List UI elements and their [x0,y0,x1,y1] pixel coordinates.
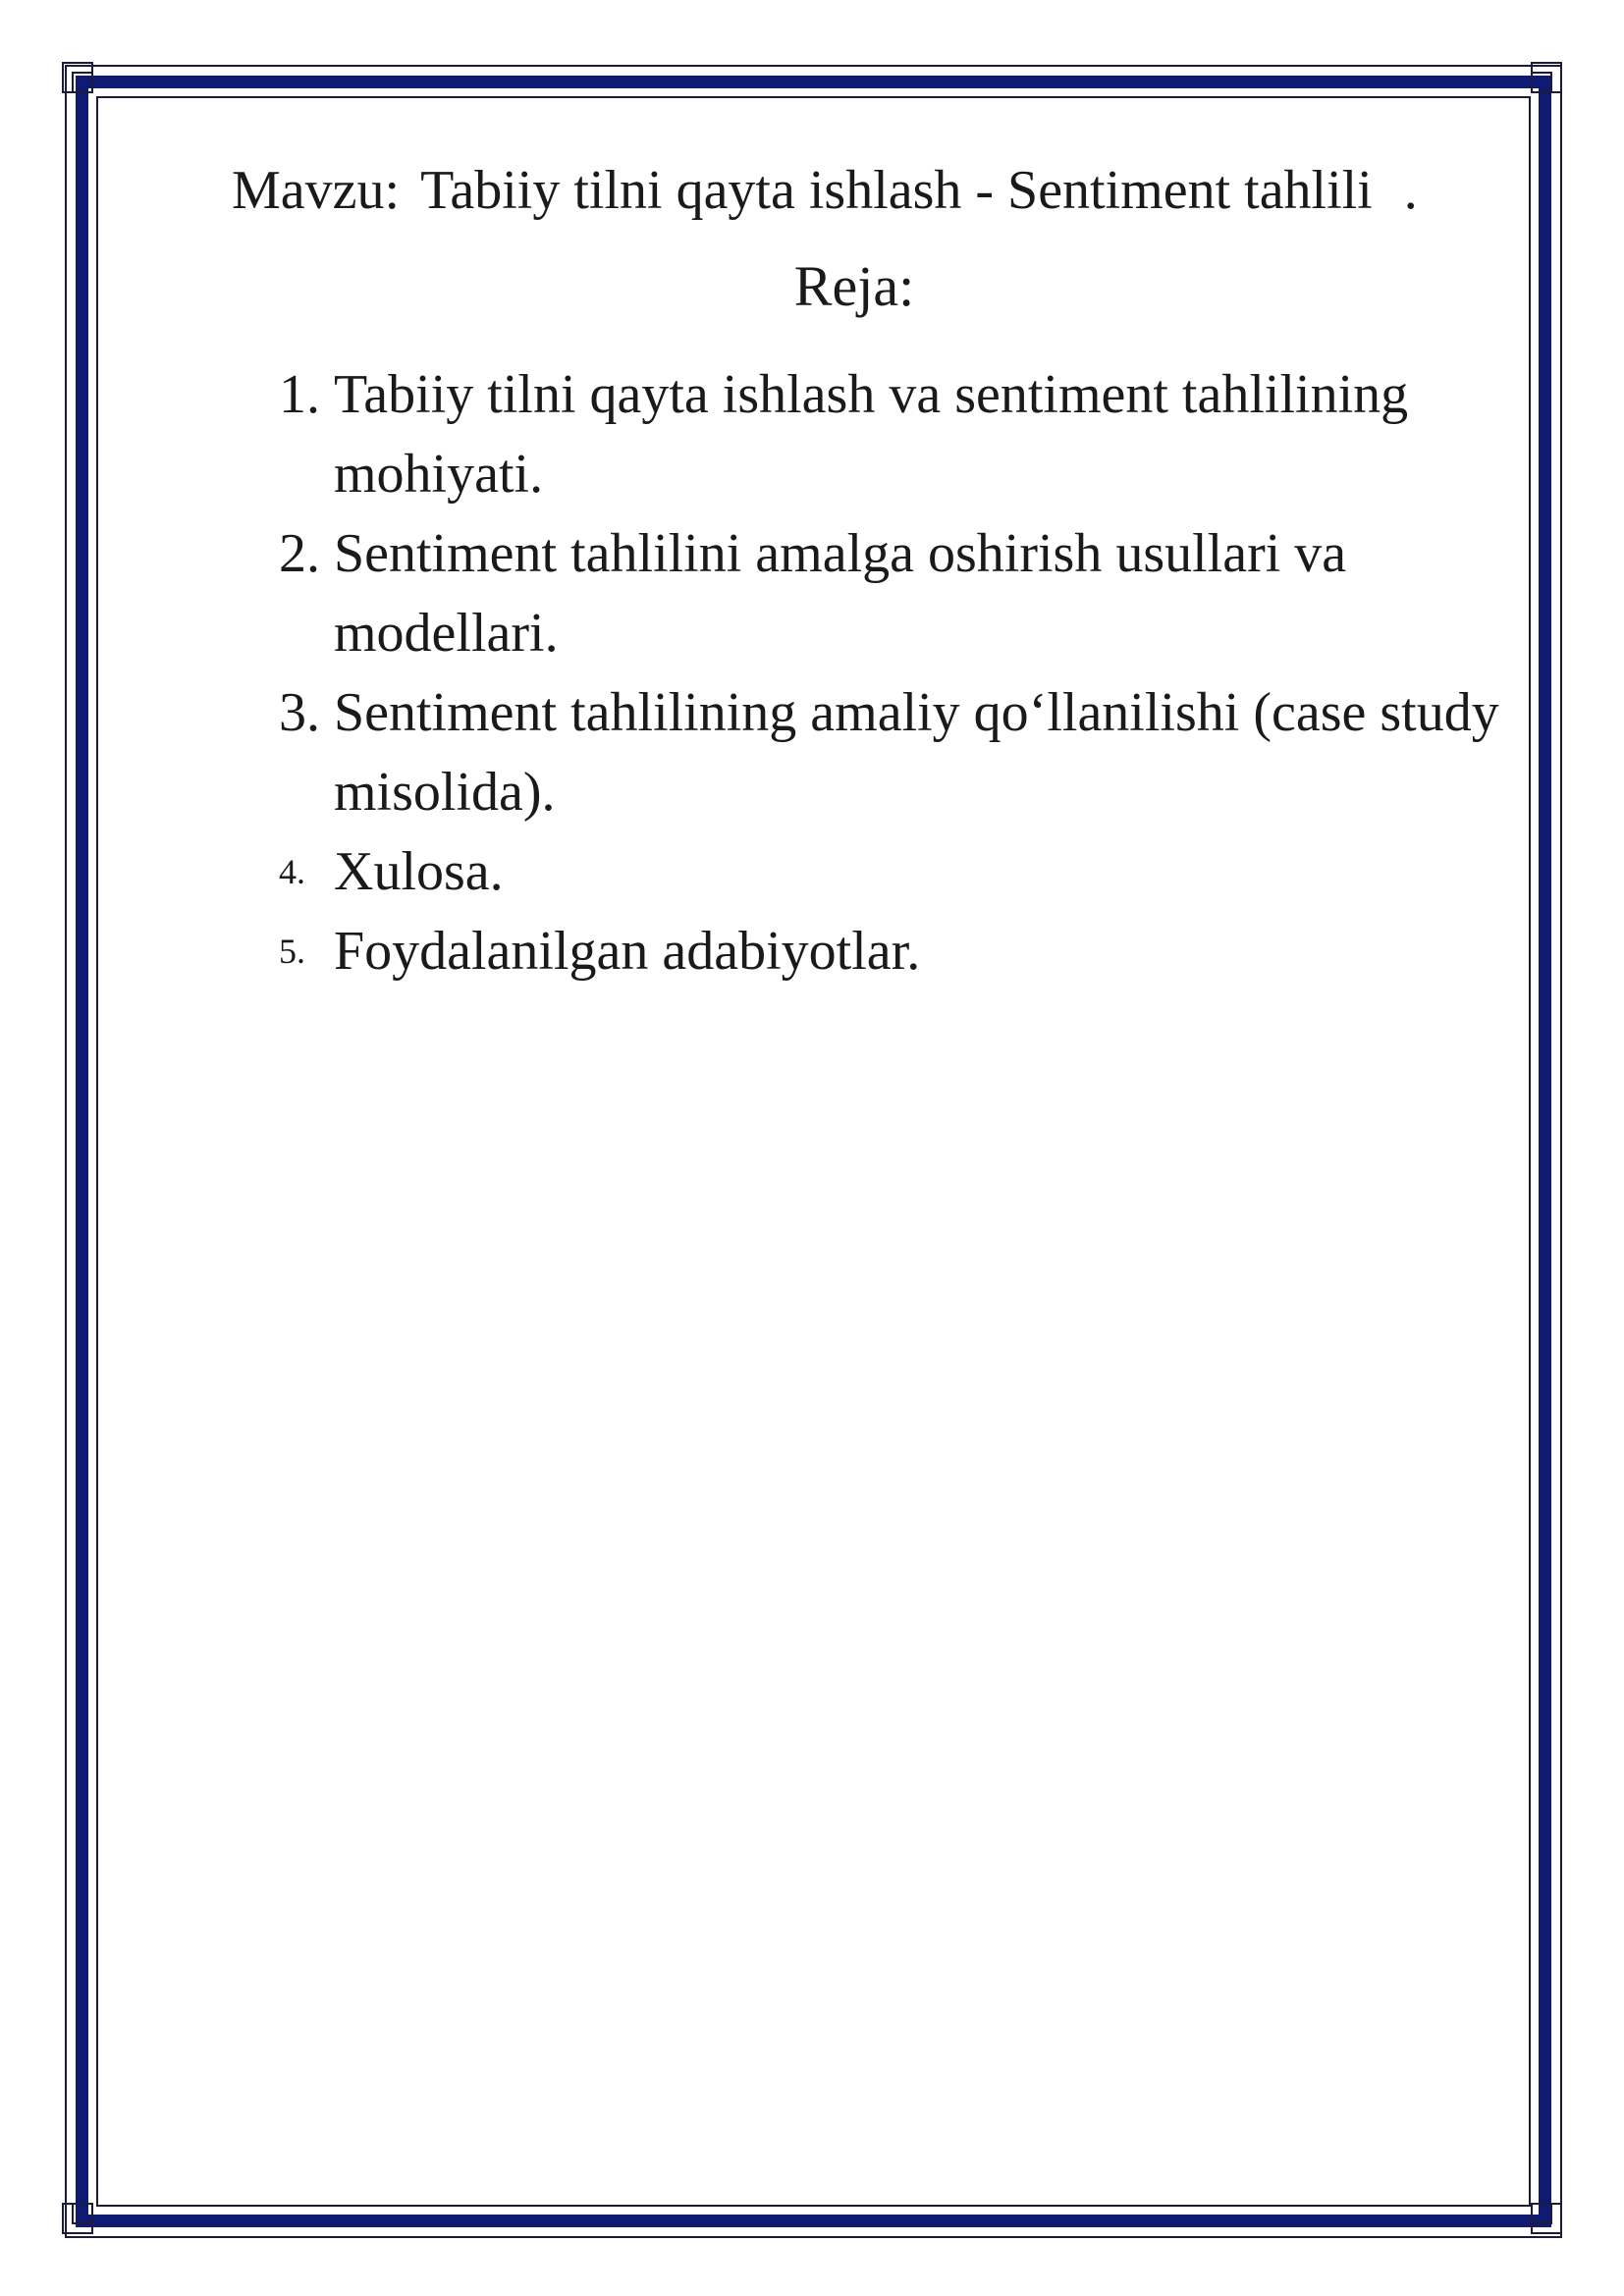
border-corner-ornament [1524,61,1563,100]
border-corner-ornament [61,61,100,100]
plan-item [279,912,1536,991]
plan-item-number: 5. [279,932,305,971]
plan-item-text: Foydalanilgan adabiyotlar. [334,921,921,982]
border-corner-ornament [1524,2196,1563,2235]
plan-heading: Reja: [793,254,915,318]
plan-item-number: 4. [279,852,305,891]
plan-item-text: Sentiment tahlilini amalga oshirish usullari va modellari. [334,523,1347,664]
plan-item [279,673,1536,832]
plan-item-text: Tabiiy tilni qayta ishlash va sentiment tahlilining mohiyati. [334,364,1409,505]
border-corner-ornament [61,2196,100,2235]
plan-item [279,514,1536,673]
document-title [232,155,1418,226]
plan-item [279,832,1536,912]
title-text: Tabiiy tilni qayta ishlash - Sentiment tahlili [420,160,1373,221]
plan-item-number: 1. [279,364,320,425]
plan-item [279,355,1536,514]
title-end: . [1403,160,1418,221]
plan-item-text: Sentiment tahlilining amaliy qo‘llanilishi (case study misolida). [334,682,1499,823]
plan-item-number: 2. [279,523,320,584]
plan-item-text: Xulosa. [334,841,504,902]
title-label: Mavzu: [232,160,401,221]
plan-item-number: 3. [279,682,320,743]
plan-list [279,355,1536,991]
